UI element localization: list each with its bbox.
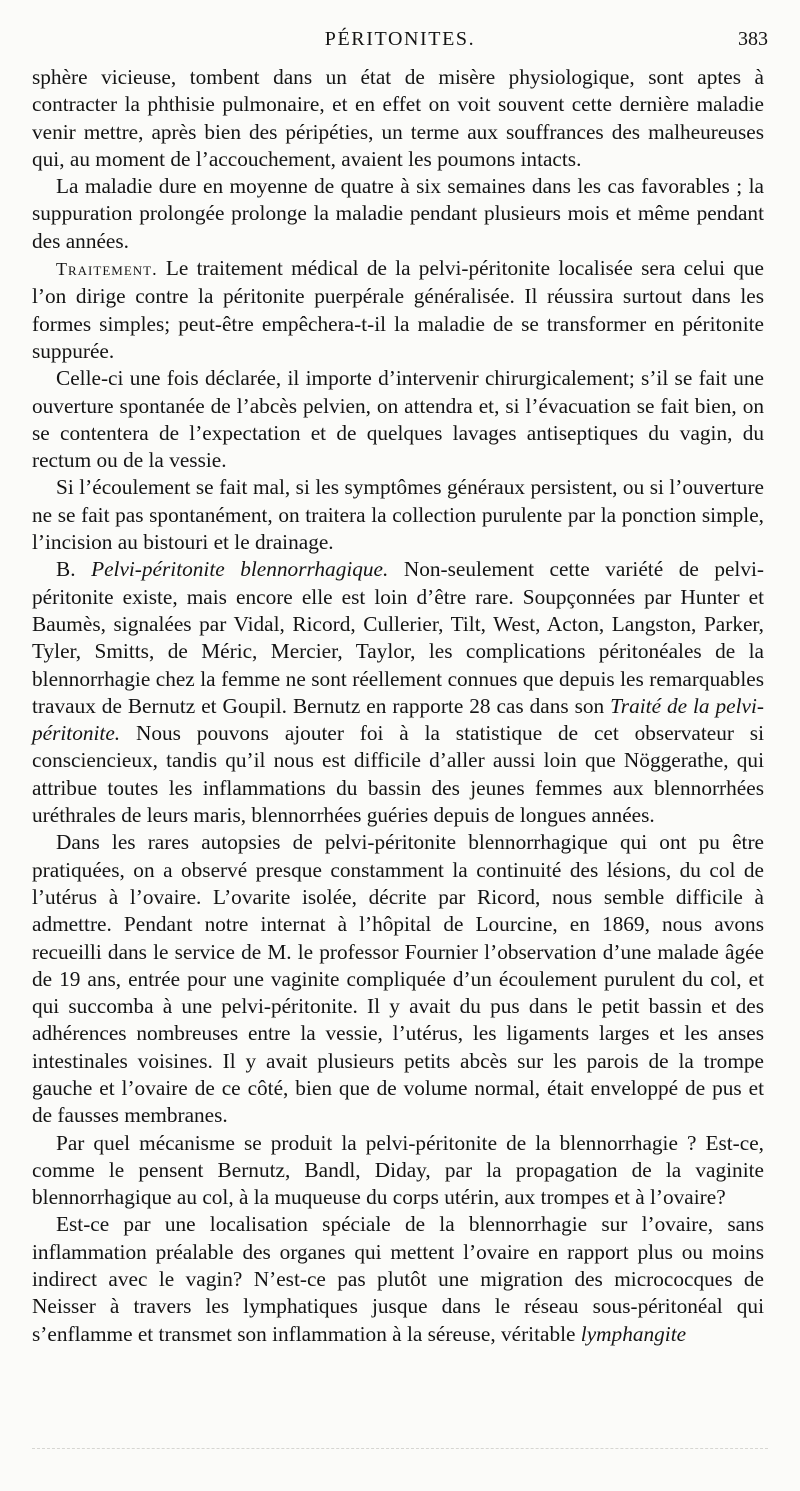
paragraph-3	[32, 255, 764, 365]
paragraph-8: Par quel mécanisme se produit la pelvi-péritonite de la blennorrhagie ? Est-ce, comme le pensent Bernutz, Bandl, Diday, par la propagation de la vaginite blennorrhagique au col, à la muqueuse du corps utérin, aux trompes et à l’ovaire?	[32, 1130, 764, 1210]
paragraph-9	[32, 1211, 764, 1347]
paragraph-4: Celle-ci une fois déclarée, il importe d’intervenir chirurgicalement; s’il se fait une ouverture spontanée de l’abcès pelvien, on attendra et, si l’évacuation se fait bien, on se contentera de l’expectation et de quelques lavages antiseptiques du vagin, du rectum ou de la vessie.	[32, 366, 764, 473]
scan-artifact-line	[32, 1448, 768, 1451]
section-heading: Pelvi-péritonite blennorrhagique.	[91, 557, 389, 582]
book-title: Traité de la pelvi-péritonite.	[32, 693, 764, 746]
paragraph-3-text: Le traitement médical de la pelvi-péritonite localisée sera celui que l’on dirige contre la péritonite puerpérale généralisée. Il réussira surtout dans les formes simples; peut-être empêchera-t-il la maladie de se transformer en péritonite suppurée.	[32, 256, 765, 363]
paragraph-1: sphère vicieuse, tombent dans un état de misère physiologique, sont aptes à contracter la phthisie pulmonaire, et en effet on voit souvent cette dernière maladie venir mettre, après bien des péripéties, un terme aux souffrances des malheureuses qui, au moment de l’accouchement, avaient les poumons intacts.	[32, 65, 764, 171]
body-text	[32, 64, 764, 1348]
treatment-heading: Traitement.	[56, 259, 158, 280]
page-number: 383	[738, 28, 768, 50]
paragraph-6-text-a: Non-seulement cette variété de pelvi-péritonite existe, mais encore elle est loin d’être rare. Soupçonnées par Hunter et Baumès, signalées par Vidal, Ricord, Cullerier, Tilt, West, Acton, Langston, Parker, Tyler, Smitts, de Méric, Mercier, Taylor, les complications péritonéales de la blennorrhagie chez la femme ne sont réellement connues que depuis les remarquables travaux de Bernutz et Goupil. Bernutz en rapporte 28 cas dans son	[32, 557, 765, 718]
running-title: PÉRITONITES.	[324, 28, 476, 50]
section-letter: B.	[56, 557, 76, 582]
paragraph-7: Dans les rares autopsies de pelvi-péritonite blennorrhagique qui ont pu être pratiquées, on a observé presque constamment la continuité des lésions, du col de l’utérus à l’ovaire. L’ovarite isolée, décrite par Ricord, nous semble difficile à admettre. Pendant notre internat à l’hôpital de Lourcine, en 1869, nous avons recueilli dans le service de M. le professor Fournier l’observation d’une malade âgée de 19 ans, entrée pour une vaginite compliquée d’un écoulement purulent du col, et qui succomba à une pelvi-péritonite. Il y avait du pus dans le petit bassin et des adhérences nombreuses entre la vessie, l’utérus, les ligaments larges et les anses intestinales voisines. Il y avait plusieurs petits abcès sur les parois de la trompe gauche et l’ovaire de ce côté, bien que de volume normal, était enveloppé de pus et de fausses membranes.	[32, 830, 764, 1128]
paragraph-5: Si l’écoulement se fait mal, si les symptômes généraux persistent, ou si l’ouverture ne se fait pas spontanément, on traitera la collection purulente par la ponction simple, l’incision au bistouri et le drainage.	[32, 475, 764, 555]
paragraph-6	[32, 556, 764, 829]
paragraph-9-italic: lymphangite	[580, 1321, 687, 1346]
paragraph-2: La maladie dure en moyenne de quatre à six semaines dans les cas favorables ; la suppuration prolongée prolonge la maladie pendant plusieurs mois et même pendant des années.	[32, 174, 764, 253]
page-header	[32, 28, 768, 58]
paragraph-9-text: Est-ce par une localisation spéciale de la blennorrhagie sur l’ovaire, sans inflammation préalable des organes qui mettent l’ovaire en rapport plus ou moins indirect avec le vagin? N’est-ce pas plutôt une migration des micrococques de Neisser à travers les lymphatiques jusque dans le réseau sous-péritonéal qui s’enflamme et transmet son inflammation à la séreuse, véritable	[32, 1212, 764, 1346]
paragraph-6-text-b: Nous pouvons ajouter foi à la statistique de cet observateur si consciencieux, tandis qu’il nous est difficile d’aller aussi loin que Nöggerathe, qui attribue toutes les inflammations du bassin des jeunes femmes aux blennorrhées uréthrales de leurs maris, blennorrhées guéries depuis de longues années.	[32, 721, 764, 828]
